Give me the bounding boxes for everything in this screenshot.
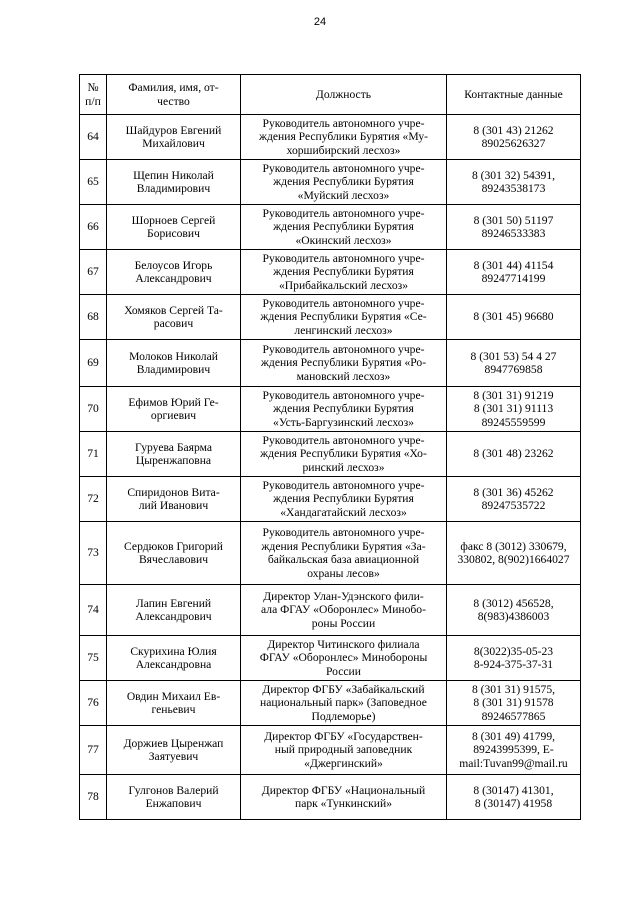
cell-contacts: факс 8 (3012) 330679, 330802, 8(902)1664027 bbox=[447, 522, 581, 585]
table-row bbox=[80, 636, 581, 681]
cell-position: Руководитель автономного учре- ждения Республики Бурятия «Се- ленгинский лесхоз» bbox=[241, 295, 447, 340]
cell-contacts: 8 (301 49) 41799, 89243995399, E- mail:Tuvan99@mail.ru bbox=[447, 726, 581, 775]
table-row bbox=[80, 160, 581, 205]
table-row bbox=[80, 115, 581, 160]
table-row bbox=[80, 726, 581, 775]
cell-position: Директор Читинского филиала ФГАУ «Оборонлес» Минобороны России bbox=[241, 636, 447, 681]
cell-number: 69 bbox=[80, 340, 107, 387]
cell-number: 68 bbox=[80, 295, 107, 340]
table-row bbox=[80, 250, 581, 295]
table-row bbox=[80, 387, 581, 432]
table-row bbox=[80, 340, 581, 387]
cell-position: Директор ФГБУ «Государствен- ный природный заповедник «Джергинский» bbox=[241, 726, 447, 775]
cell-full-name: Доржиев Цыренжап Заятуевич bbox=[107, 726, 241, 775]
cell-contacts: 8 (301 53) 54 4 27 8947769858 bbox=[447, 340, 581, 387]
cell-full-name: Молоков Николай Владимирович bbox=[107, 340, 241, 387]
cell-full-name: Лапин Евгений Александрович bbox=[107, 585, 241, 636]
cell-position: Руководитель автономного учре- ждения Республики Бурятия «Усть-Баргузинский лесхоз» bbox=[241, 387, 447, 432]
cell-contacts: 8 (301 31) 91575, 8 (301 31) 91578 89246577865 bbox=[447, 681, 581, 726]
table-row bbox=[80, 585, 581, 636]
cell-full-name: Щепин Николай Владимирович bbox=[107, 160, 241, 205]
header-full-name: Фамилия, имя, от- чество bbox=[107, 75, 241, 115]
table-row bbox=[80, 295, 581, 340]
cell-number: 70 bbox=[80, 387, 107, 432]
table-row bbox=[80, 205, 581, 250]
cell-full-name: Шорноев Сергей Борисович bbox=[107, 205, 241, 250]
cell-position: Руководитель автономного учре- ждения Республики Бурятия «Хандагатайский лесхоз» bbox=[241, 477, 447, 522]
cell-position: Директор ФГБУ «Национальный парк «Тункинский» bbox=[241, 775, 447, 820]
cell-contacts: 8 (3012) 456528, 8(983)4386003 bbox=[447, 585, 581, 636]
cell-contacts: 8 (30147) 41301, 8 (30147) 41958 bbox=[447, 775, 581, 820]
cell-number: 64 bbox=[80, 115, 107, 160]
cell-number: 66 bbox=[80, 205, 107, 250]
page-number: 24 bbox=[313, 16, 327, 28]
header-position: Должность bbox=[241, 75, 447, 115]
cell-contacts: 8(3022)35-05-23 8-924-375-37-31 bbox=[447, 636, 581, 681]
cell-number: 78 bbox=[80, 775, 107, 820]
cell-contacts: 8 (301 31) 91219 8 (301 31) 91113 89245559599 bbox=[447, 387, 581, 432]
table-header-row bbox=[80, 75, 581, 115]
cell-contacts: 8 (301 48) 23262 bbox=[447, 432, 581, 477]
cell-number: 76 bbox=[80, 681, 107, 726]
table-row bbox=[80, 775, 581, 820]
table-row bbox=[80, 432, 581, 477]
contacts-table bbox=[79, 74, 581, 820]
cell-position: Руководитель автономного учре- ждения Республики Бурятия «Ро- мановский лесхоз» bbox=[241, 340, 447, 387]
cell-number: 73 bbox=[80, 522, 107, 585]
cell-number: 65 bbox=[80, 160, 107, 205]
cell-number: 71 bbox=[80, 432, 107, 477]
cell-number: 77 bbox=[80, 726, 107, 775]
cell-full-name: Спиридонов Вита- лий Иванович bbox=[107, 477, 241, 522]
cell-full-name: Овдин Михаил Ев- геньевич bbox=[107, 681, 241, 726]
cell-number: 75 bbox=[80, 636, 107, 681]
cell-full-name: Хомяков Сергей Та- расович bbox=[107, 295, 241, 340]
cell-full-name: Шайдуров Евгений Михайлович bbox=[107, 115, 241, 160]
cell-position: Руководитель автономного учре- ждения Республики Бурятия «Прибайкальский лесхоз» bbox=[241, 250, 447, 295]
cell-number: 67 bbox=[80, 250, 107, 295]
cell-contacts: 8 (301 36) 45262 89247535722 bbox=[447, 477, 581, 522]
cell-full-name: Белоусов Игорь Александрович bbox=[107, 250, 241, 295]
cell-full-name: Сердюков Григорий Вячеславович bbox=[107, 522, 241, 585]
cell-position: Директор ФГБУ «Забайкальский национальный парк» (Заповедное Подлеморье) bbox=[241, 681, 447, 726]
cell-contacts: 8 (301 43) 21262 89025626327 bbox=[447, 115, 581, 160]
cell-position: Руководитель автономного учре- ждения Республики Бурятия «Му- хоршибирский лесхоз» bbox=[241, 115, 447, 160]
table-row bbox=[80, 681, 581, 726]
table-body bbox=[80, 115, 581, 820]
table-row bbox=[80, 522, 581, 585]
cell-full-name: Скурихина Юлия Александровна bbox=[107, 636, 241, 681]
cell-position: Руководитель автономного учре- ждения Республики Бурятия «За- байкальская база авиационной охраны лесов» bbox=[241, 522, 447, 585]
cell-contacts: 8 (301 50) 51197 89246533383 bbox=[447, 205, 581, 250]
cell-contacts: 8 (301 44) 41154 89247714199 bbox=[447, 250, 581, 295]
cell-position: Руководитель автономного учре- ждения Республики Бурятия «Хо- ринский лесхоз» bbox=[241, 432, 447, 477]
cell-position: Руководитель автономного учре- ждения Республики Бурятия «Окинский лесхоз» bbox=[241, 205, 447, 250]
cell-position: Руководитель автономного учре- ждения Республики Бурятия «Муйский лесхоз» bbox=[241, 160, 447, 205]
table-row bbox=[80, 477, 581, 522]
cell-number: 72 bbox=[80, 477, 107, 522]
cell-full-name: Ефимов Юрий Ге- оргиевич bbox=[107, 387, 241, 432]
cell-full-name: Гуруева Баярма Цыренжаповна bbox=[107, 432, 241, 477]
cell-contacts: 8 (301 32) 54391, 89243538173 bbox=[447, 160, 581, 205]
cell-full-name: Гулгонов Валерий Енжапович bbox=[107, 775, 241, 820]
cell-number: 74 bbox=[80, 585, 107, 636]
header-contacts: Контактные данные bbox=[447, 75, 581, 115]
cell-position: Директор Улан-Удэнского фили- ала ФГАУ «Оборонлес» Минобо- роны России bbox=[241, 585, 447, 636]
header-number: № п/п bbox=[80, 75, 107, 115]
cell-contacts: 8 (301 45) 96680 bbox=[447, 295, 581, 340]
